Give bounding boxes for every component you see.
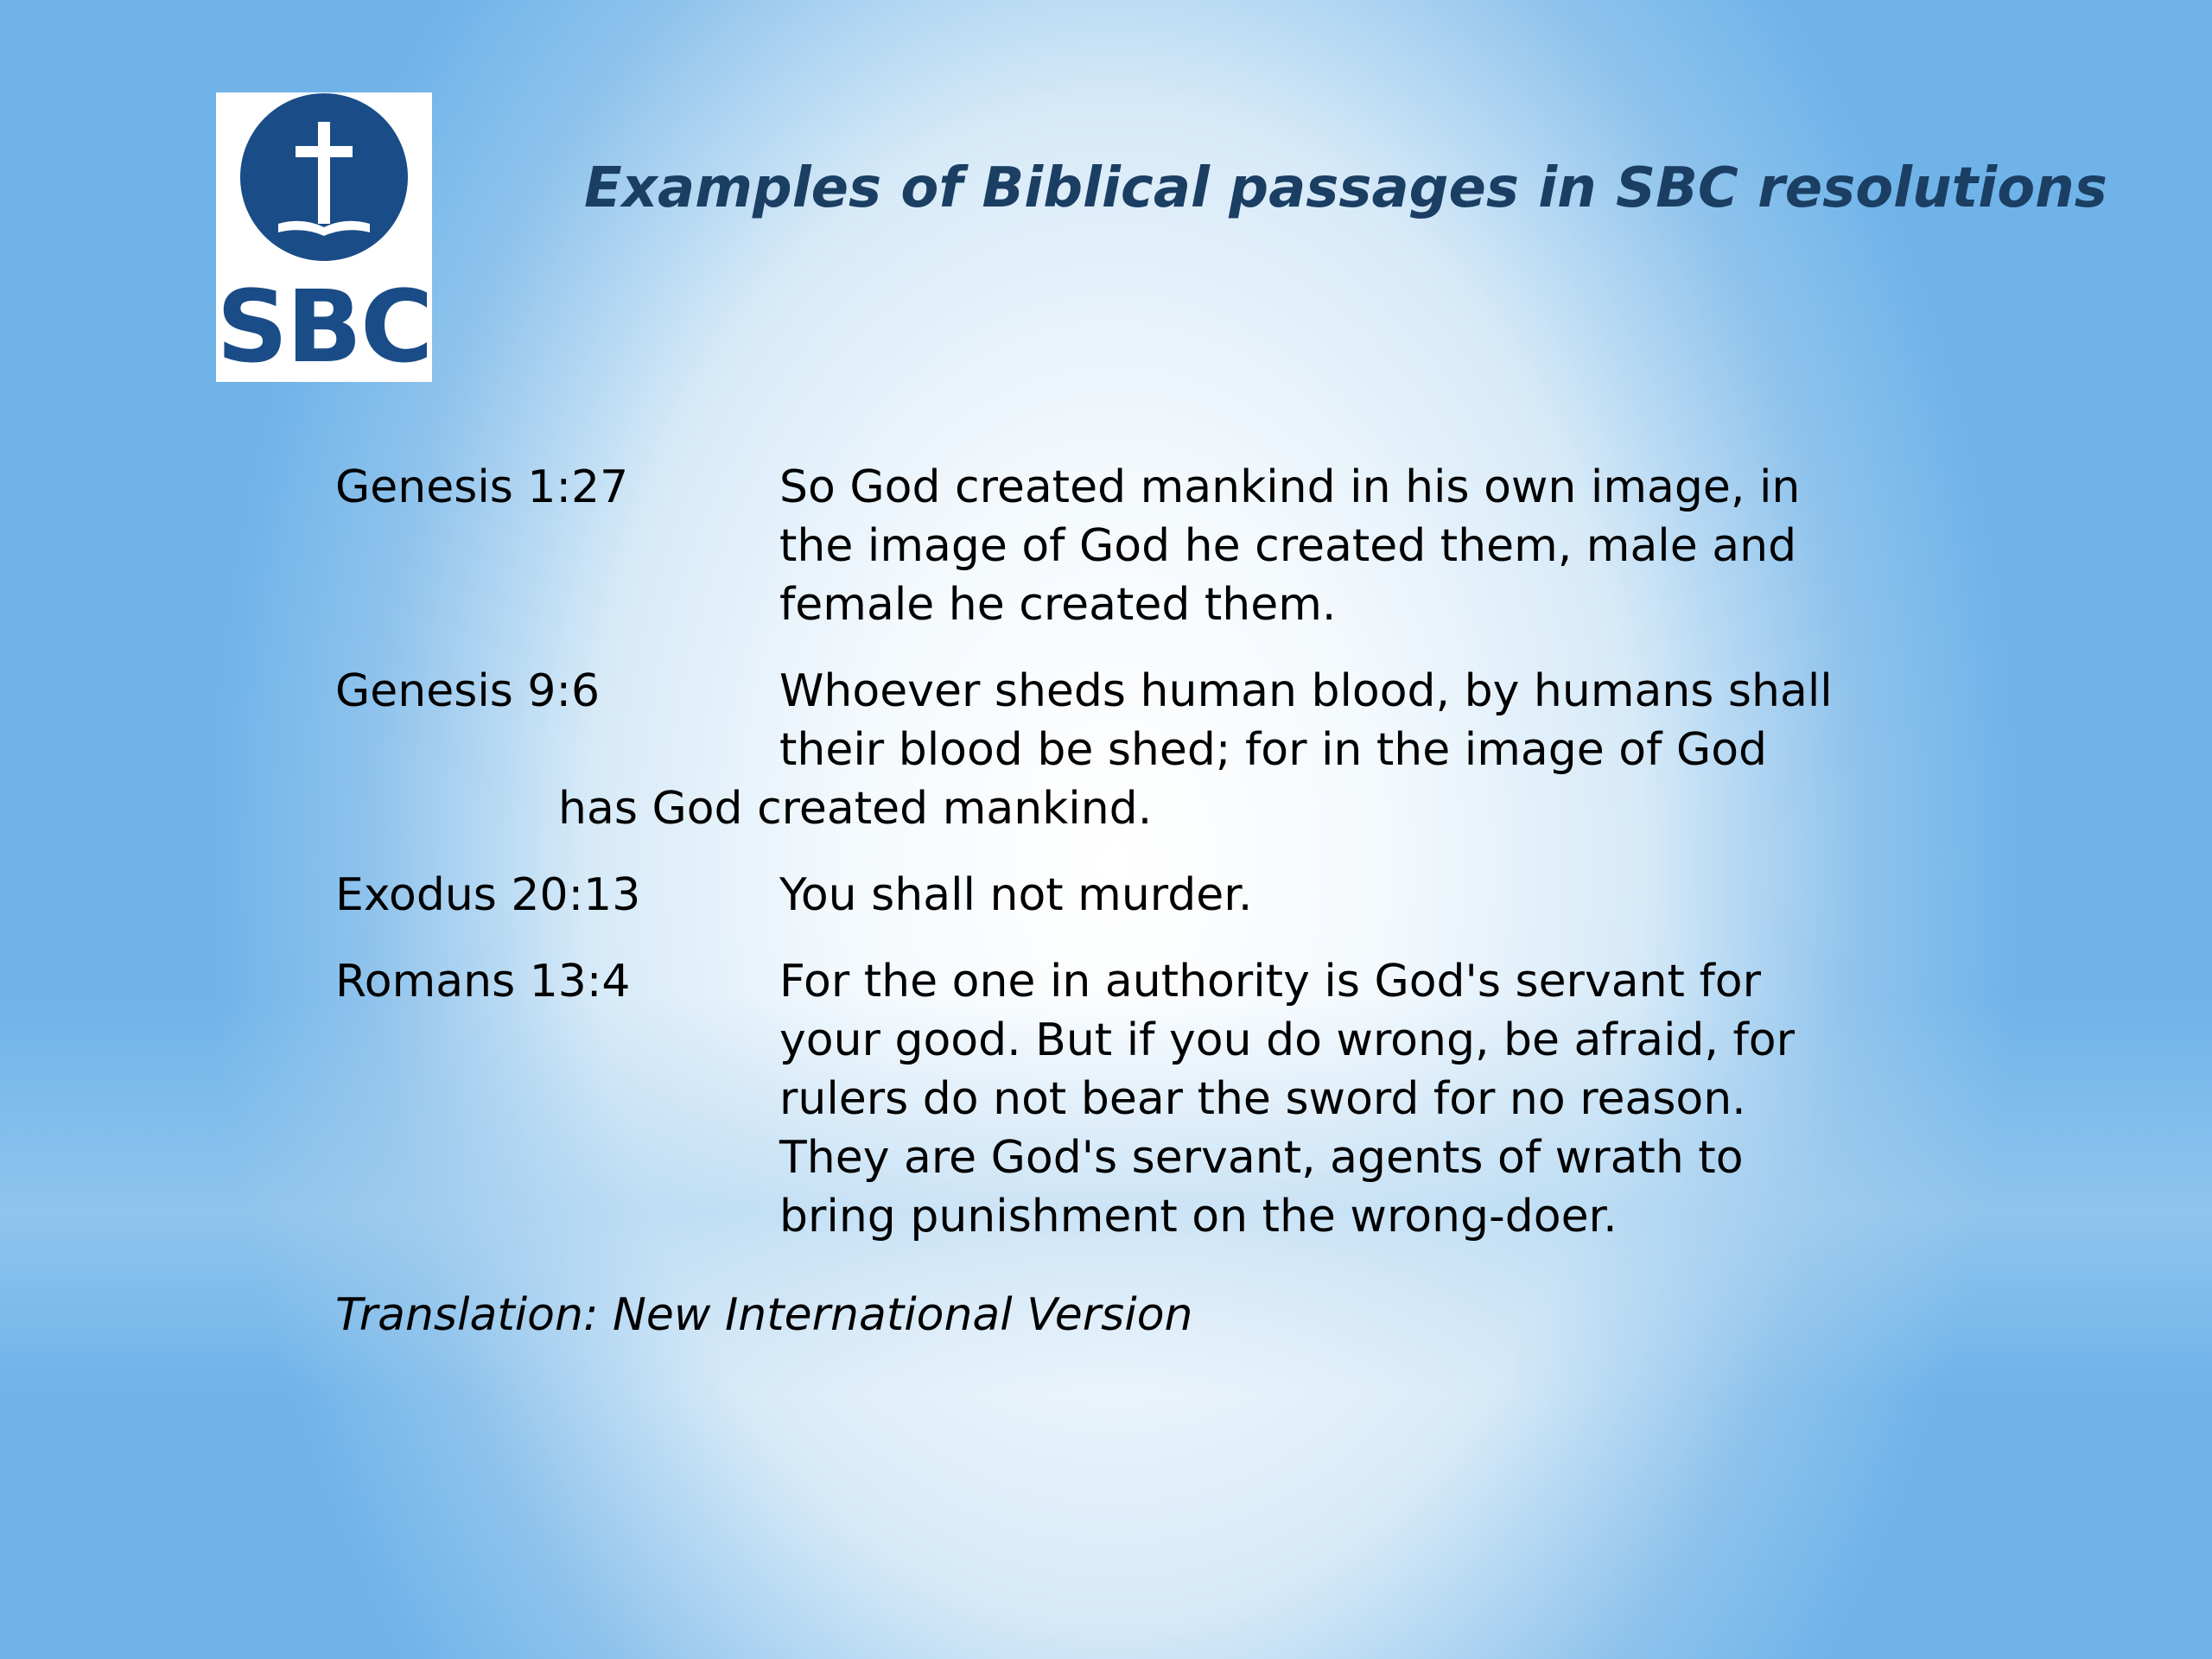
passage-line: They are God's servant, agents of wrath to — [779, 1132, 1744, 1184]
passage-reference: Genesis 9:6 — [335, 665, 601, 717]
passage-line: You shall not murder. — [779, 869, 1253, 921]
passage-line: their blood be shed; for in the image of God — [779, 724, 1768, 776]
passage-list — [335, 458, 1891, 1274]
passage-line: rulers do not bear the sword for no reason. — [779, 1073, 1746, 1125]
cross-on-open-book-icon — [216, 92, 432, 274]
page-title: Examples of Biblical passages in SBC resolutions — [584, 156, 2107, 220]
passage-line: For the one in authority is God's servant for — [779, 956, 1761, 1007]
passage-reference: Genesis 1:27 — [335, 461, 629, 513]
passage-line: the image of God he created them, male and — [779, 520, 1797, 572]
passage-line: female he created them. — [779, 579, 1337, 631]
sbc-logo — [216, 92, 432, 385]
translation-note: Translation: New International Version — [335, 1289, 1193, 1341]
passage-line: bring punishment on the wrong-doer. — [779, 1191, 1618, 1243]
passage-line: So God created mankind in his own image, in — [779, 461, 1801, 513]
passage-genesis-9-6 — [335, 662, 1891, 838]
passage-line: Whoever sheds human blood, by humans shall — [779, 665, 1833, 717]
passage-reference: Romans 13:4 — [335, 956, 631, 1007]
passage-line: your good. But if you do wrong, be afraid, for — [779, 1014, 1795, 1066]
passage-exodus-20-13 — [335, 866, 1891, 925]
passage-romans-13-4 — [335, 952, 1891, 1246]
passage-genesis-1-27 — [335, 458, 1891, 634]
passage-line: has God created mankind. — [558, 783, 1153, 835]
passage-reference: Exodus 20:13 — [335, 869, 641, 921]
logo-text: SBC — [216, 270, 432, 385]
